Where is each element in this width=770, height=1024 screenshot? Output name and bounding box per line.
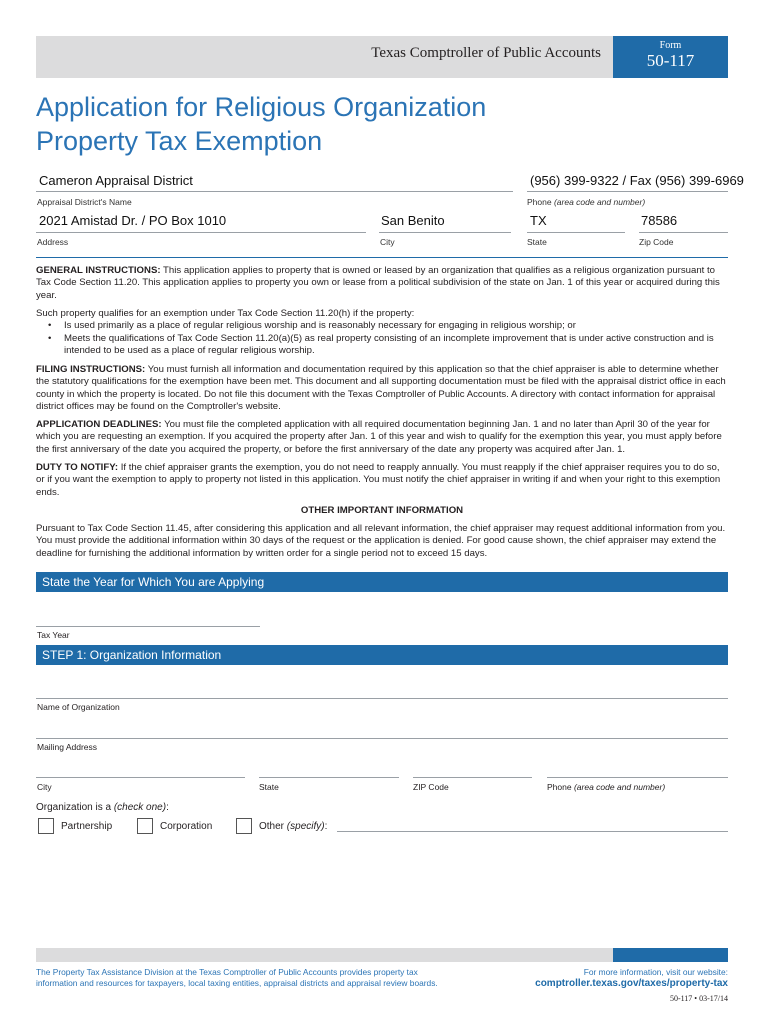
- deadlines-text: You must file the completed application with all required documentation beginning Jan. 1 and no later than April 30 of the year for which you are requesting an exemption. If you acquired the property after Jan. 1 of this year and wish to qualify for the exemption this year, you must apply before the first anniversary of the date you acquired the property, or before the first anniversary of the date any property was acquired after Jan. 1.: [36, 419, 722, 455]
- tax-year-field[interactable]: [36, 626, 260, 627]
- district-zip-line: [639, 232, 728, 233]
- district-phone-line: [527, 191, 728, 192]
- org-city-caption: City: [37, 782, 52, 792]
- filing-instructions: [36, 364, 726, 414]
- footer-form-code: 50-117 • 03-17/14: [669, 994, 728, 1003]
- title-line-1: Application for Religious Organization: [36, 92, 487, 122]
- district-name-caption: Appraisal District's Name: [37, 197, 132, 207]
- title-line-2: Property Tax Exemption: [36, 126, 323, 156]
- other-info-heading: OTHER IMPORTANT INFORMATION: [300, 505, 464, 516]
- district-address-line: [36, 232, 366, 233]
- footer-note-line-2: information and resources for taxpayers, local taxing entities, appraisal districts and appraisal review boards.: [36, 978, 438, 988]
- bullet-1-text: Is used primarily as a place of regular religious worship and is reasonably necessary for engaging in religious worship; or: [64, 320, 576, 331]
- district-state-value: TX: [530, 213, 547, 228]
- deadlines-heading: APPLICATION DEADLINES:: [36, 419, 162, 430]
- footer-website: [500, 967, 728, 989]
- page-title: [36, 90, 486, 158]
- qualify-bullet-2: • Meets the qualifications of Tax Code Section 11.20(a)(5) as real property consisting of an incomplete improvement that is under active construction and is intended to be used as a place of regular religious worship.: [48, 333, 720, 358]
- general-instructions-text: This application applies to property that is owned or leased by an organization that qualifies as a religious organization pursuant to Tax Code Section 11.20. This application applies to property you own or lease from a political subdivision of the state on Jan. 1 of this year or acquired during this year.: [36, 265, 720, 301]
- mailing-address-caption: Mailing Address: [37, 742, 98, 752]
- corporation-checkbox[interactable]: [137, 818, 153, 834]
- org-name-field[interactable]: [36, 698, 728, 699]
- form-label: Form: [659, 40, 682, 51]
- filing-instructions-text: You must furnish all information and documentation required by this application so that the chief appraiser is able to determine whether the statutory qualifications for the exemption have been met. This document and all supporting documentation must be filed with the appraisal district office in each county in which the property is located. Do not file this document with the Texas Comptroller of Public Accounts. A directory with contact information for appraisal district offices may be found on the Comptroller's website.: [36, 364, 726, 413]
- other-label-italic: (specify): [286, 821, 325, 832]
- application-deadlines: [36, 419, 726, 456]
- district-state-line: [527, 232, 625, 233]
- form-number-box: [613, 36, 728, 78]
- other-label-text: Other: [259, 821, 287, 832]
- mailing-address-field[interactable]: [36, 738, 728, 739]
- partnership-label: Partnership: [61, 821, 113, 832]
- district-city-line: [379, 232, 511, 233]
- other-specify-field[interactable]: [337, 831, 728, 832]
- agency-name: Texas Comptroller of Public Accounts: [371, 45, 601, 61]
- notify-heading: DUTY TO NOTIFY:: [36, 462, 119, 473]
- org-type-prompt: [36, 802, 169, 813]
- org-phone-caption-text: Phone: [547, 782, 572, 792]
- notify-text: If the chief appraiser grants the exemption, you do not need to reapply annually. You must reapply if the chief appraiser requires you to do so, or if you want the exemption to apply to property not listed in this application. You must notify the chief appraiser in writing if and when your right to this exemption ends.: [36, 462, 721, 498]
- footer-note-line-1: The Property Tax Assistance Division at the Texas Comptroller of Public Accounts provides property tax: [36, 967, 418, 977]
- qualify-bullet-1: • Is used primarily as a place of regular religious worship and is reasonably necessary for engaging in religious worship; or: [48, 320, 726, 332]
- duty-to-notify: [36, 462, 726, 499]
- other-label: [259, 821, 327, 832]
- org-name-caption: Name of Organization: [37, 702, 120, 712]
- org-zip-caption: ZIP Code: [413, 782, 449, 792]
- district-address-value: 2021 Amistad Dr. / PO Box 1010: [39, 213, 227, 228]
- org-city-field[interactable]: [36, 777, 245, 778]
- org-type-prompt-text: Organization is a: [36, 802, 114, 813]
- general-instructions: [36, 265, 726, 302]
- district-phone-value: (956) 399-9322 / Fax (956) 399-6969: [530, 173, 744, 188]
- district-name-line: [36, 191, 513, 192]
- corporation-label: Corporation: [160, 821, 213, 832]
- other-checkbox[interactable]: [236, 818, 252, 834]
- bullet-2-text: Meets the qualifications of Tax Code Section 11.20(a)(5) as real property consisting of an incomplete improvement that is under active construction and is intended to be used as a place of regular religious worship.: [64, 333, 714, 357]
- footer-website-label: For more information, visit our website:: [583, 967, 728, 977]
- other-info-text: Pursuant to Tax Code Section 11.45, after considering this application and all relevant information, the chief appraiser may request additional information from you. You must provide the additional information within 30 days of the request or the application is denied. For good cause shown, the chief appraiser may extend the deadline for furnishing the additional information by written order for a single period not to exceed 15 days.: [36, 523, 726, 559]
- year-section-bar: State the Year for Which You are Applying: [36, 572, 728, 592]
- qualify-intro: Such property qualifies for an exemption under Tax Code Section 11.20(h) if the property:: [36, 308, 415, 319]
- district-state-caption: State: [527, 237, 547, 247]
- district-zip-value: 78586: [641, 213, 678, 228]
- general-instructions-heading: GENERAL INSTRUCTIONS:: [36, 265, 161, 276]
- footer-note: [36, 967, 496, 989]
- partnership-checkbox[interactable]: [38, 818, 54, 834]
- org-phone-caption: [547, 782, 665, 792]
- filing-instructions-heading: FILING INSTRUCTIONS:: [36, 364, 146, 375]
- org-type-prompt-end: :: [166, 802, 169, 813]
- header-bar: [36, 36, 613, 78]
- district-phone-caption: Phone (area code and number): [527, 197, 646, 207]
- form-number: 50-117: [646, 51, 695, 70]
- district-name-value: Cameron Appraisal District: [39, 173, 193, 188]
- district-city-caption: City: [380, 237, 395, 247]
- org-phone-caption-italic: (area code and number): [573, 782, 666, 792]
- other-label-end: :: [324, 821, 328, 832]
- footer-bar-accent: [613, 948, 728, 962]
- divider: [36, 257, 728, 258]
- district-zip-caption: Zip Code: [639, 237, 674, 247]
- org-state-field[interactable]: [259, 777, 399, 778]
- org-zip-field[interactable]: [413, 777, 532, 778]
- district-address-caption: Address: [37, 237, 69, 247]
- org-type-prompt-italic: (check one): [113, 802, 167, 813]
- footer-website-link[interactable]: comptroller.texas.gov/taxes/property-tax: [535, 978, 728, 989]
- footer-bar: [36, 948, 613, 962]
- step1-bar: STEP 1: Organization Information: [36, 645, 728, 665]
- org-state-caption: State: [259, 782, 279, 792]
- district-city-value: San Benito: [381, 213, 445, 228]
- org-phone-field[interactable]: [547, 777, 728, 778]
- tax-year-caption: Tax Year: [37, 630, 70, 640]
